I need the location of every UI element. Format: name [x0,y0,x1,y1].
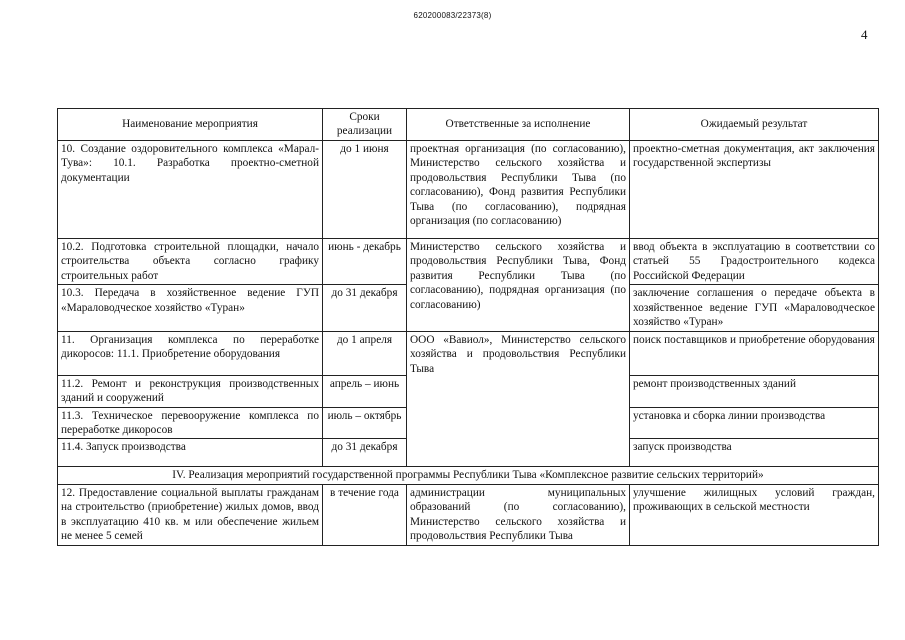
event-term: июнь - декабрь [323,238,407,284]
event-name: 11. Организация комплекса по переработке дикоросов: 11.1. Приобретение оборудования [58,331,323,375]
event-result: установка и сборка линии производства [630,407,879,439]
event-name: 10.3. Передача в хозяйственное ведение ГУП «Мараловодческое хозяйство «Туран» [58,285,323,331]
event-responsible: ООО «Вавиол», Министерство сельского хозяйства и продовольствия Республики Тыва [407,331,630,467]
document-id: 620200083/22373(8) [413,11,492,20]
table-row [58,331,879,375]
event-responsible: администрации муниципальных образований (по согласованию), Министерство сельского хозяйства и продовольствия Республики Тыва [407,484,630,545]
page-number: 4 [861,27,868,42]
event-term: до 1 апреля [323,331,407,375]
event-term: апрель – июнь [323,375,407,407]
event-result: заключение соглашения о передаче объекта в хозяйственное ведение ГУП «Мараловодческое хозяйство «Туран» [630,285,879,331]
event-name: 10.2. Подготовка строительной площадки, начало строительства объекта согласно графику строительных работ [58,238,323,284]
event-responsible: Министерство сельского хозяйства и продовольствия Республики Тыва, Фонд развития Республики Тыва (по согласованию), подрядная организация (по согласованию) [407,238,630,331]
event-name: 11.3. Техническое перевооружение комплекса по переработке дикоросов [58,407,323,439]
event-responsible: проектная организация (по согласованию), Министерство сельского хозяйства и продовольствия Республики Тыва (по согласованию), Фонд развития Республики Тыва (по согласованию), подрядная организация (по согласованию) [407,140,630,238]
event-result: поиск поставщиков и приобретение оборудования [630,331,879,375]
event-result: ввод объекта в эксплуатацию в соответствии со статьей 55 Градостроительного кодекса Российской Федерации [630,238,879,284]
header-event-name: Наименование мероприятия [58,109,323,141]
event-name: 11.2. Ремонт и реконструкция производственных зданий и сооружений [58,375,323,407]
event-name: 12. Предоставление социальной выплаты гражданам на строительство (приобретение) жилых домов, ввод в эксплуатацию 410 кв. м или обеспечение жильем не менее 5 семей [58,484,323,545]
header-result: Ожидаемый результат [630,109,879,141]
event-result: ремонт производственных зданий [630,375,879,407]
section-heading: IV. Реализация мероприятий государственной программы Республики Тыва «Комплексное развитие сельских территорий» [58,467,879,484]
table-header-row [58,109,879,141]
table-row [58,238,879,284]
header-terms: Сроки реализации [323,109,407,141]
event-term: в течение года [323,484,407,545]
event-term: до 31 декабря [323,285,407,331]
event-name: 10. Создание оздоровительного комплекса «Марал-Тува»: 10.1. Разработка проектно-сметной документации [58,140,323,238]
event-result: проектно-сметная документация, акт заключения государственной экспертизы [630,140,879,238]
event-term: до 31 декабря [323,439,407,467]
event-result: запуск производства [630,439,879,467]
header-responsible: Ответственные за исполнение [407,109,630,141]
event-name: 11.4. Запуск производства [58,439,323,467]
event-term: до 1 июня [323,140,407,238]
event-result: улучшение жилищных условий граждан, проживающих в сельской местности [630,484,879,545]
table-row [58,484,879,545]
events-table [57,108,879,546]
event-term: июль – октябрь [323,407,407,439]
table-row [58,140,879,238]
section-row [58,467,879,484]
